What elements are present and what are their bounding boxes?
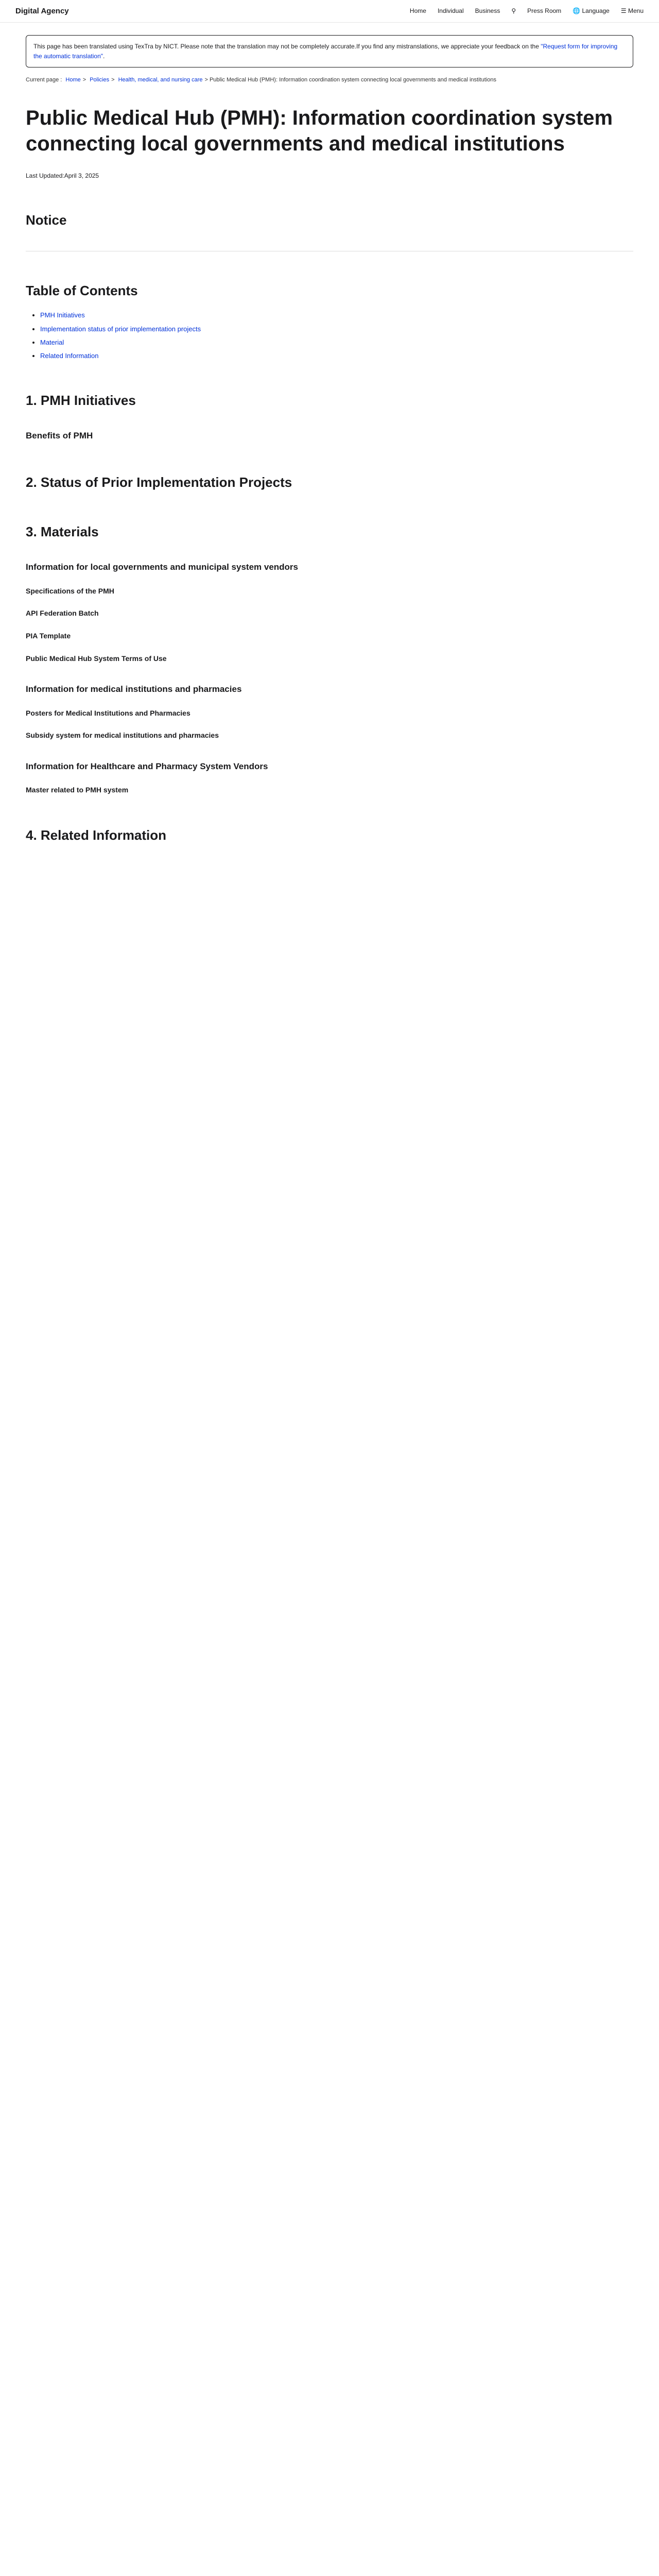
breadcrumb-policies[interactable]: Policies [90, 77, 110, 83]
last-updated: Last Updated:April 3, 2025 [26, 172, 99, 180]
breadcrumb: Current page : Home > Policies > Health, medical, and nursing care > Public Medical Hub (PMH): Information coordination system connecting local governments and medical institutions [26, 77, 496, 83]
translation-banner: This page has been translated using TexTra by NICT. Please note that the translation may not be completely accurate.If you find any mistranslations, we appreciate your feedback on the "Request form for improving the automatic translation". [26, 35, 633, 67]
language-selector[interactable]: 🌐 Language [573, 7, 610, 15]
heading-related: 4. Related Information [26, 827, 167, 843]
toc-list [40, 310, 633, 361]
feedback-link[interactable]: "Request form for improving the automatic translation" [33, 43, 618, 60]
heading-toc: Table of Contents [26, 283, 138, 299]
heading-local-gov: Information for local governments and municipal system vendors [26, 562, 299, 572]
heading-medical: Information for medical institutions and pharmacies [26, 684, 242, 694]
heading-materials: 3. Materials [26, 523, 99, 539]
heading-pia: PIA Template [26, 631, 71, 640]
heading-pmh-initiatives: 1. PMH Initiatives [26, 392, 136, 408]
heading-status: 2. Status of Prior Implementation Projects [26, 474, 292, 490]
heading-vendors: Information for Healthcare and Pharmacy System Vendors [26, 761, 268, 772]
heading-api: API Federation Batch [26, 609, 99, 618]
nav-individual[interactable]: Individual [437, 7, 464, 15]
content-body [26, 210, 633, 2576]
main-container [15, 35, 644, 2576]
search-icon[interactable]: ⚲ [511, 7, 516, 15]
toc-item: • Material [40, 337, 633, 348]
breadcrumb-current: Public Medical Hub (PMH): Information coordination system connecting local governments and medical institutions [209, 77, 496, 83]
heading-subsidy: Subsidy system for medical institutions and pharmacies [26, 731, 219, 740]
nav-home[interactable]: Home [409, 7, 426, 15]
toc-item: • Implementation status of prior implementation projects [40, 324, 633, 334]
heading-specs: Specifications of the PMH [26, 586, 114, 595]
breadcrumb-health[interactable]: Health, medical, and nursing care [118, 77, 203, 83]
main-nav [410, 6, 644, 16]
heading-posters: Posters for Medical Institutions and Pharmacies [26, 708, 190, 717]
menu-button[interactable]: ☰ Menu [620, 7, 644, 15]
heading-notice: Notice [26, 212, 67, 228]
toc-item: • Related Information [40, 351, 633, 361]
heading-benefits: Benefits of PMH [26, 431, 93, 441]
menu-icon: ☰ [620, 7, 627, 15]
breadcrumb-home[interactable]: Home [65, 77, 81, 83]
heading-master: Master related to PMH system [26, 786, 129, 794]
nav-business[interactable]: Business [475, 7, 500, 15]
site-header [0, 0, 659, 23]
page-title: Public Medical Hub (PMH): Information coordination system connecting local governments and medical institutions [26, 107, 613, 156]
site-logo[interactable]: Digital Agency [15, 6, 69, 15]
heading-terms: Public Medical Hub System Terms of Use [26, 654, 167, 663]
nav-press-room[interactable]: Press Room [527, 7, 562, 15]
toc-item: • PMH Initiatives [40, 310, 633, 320]
globe-icon: 🌐 [573, 7, 581, 15]
